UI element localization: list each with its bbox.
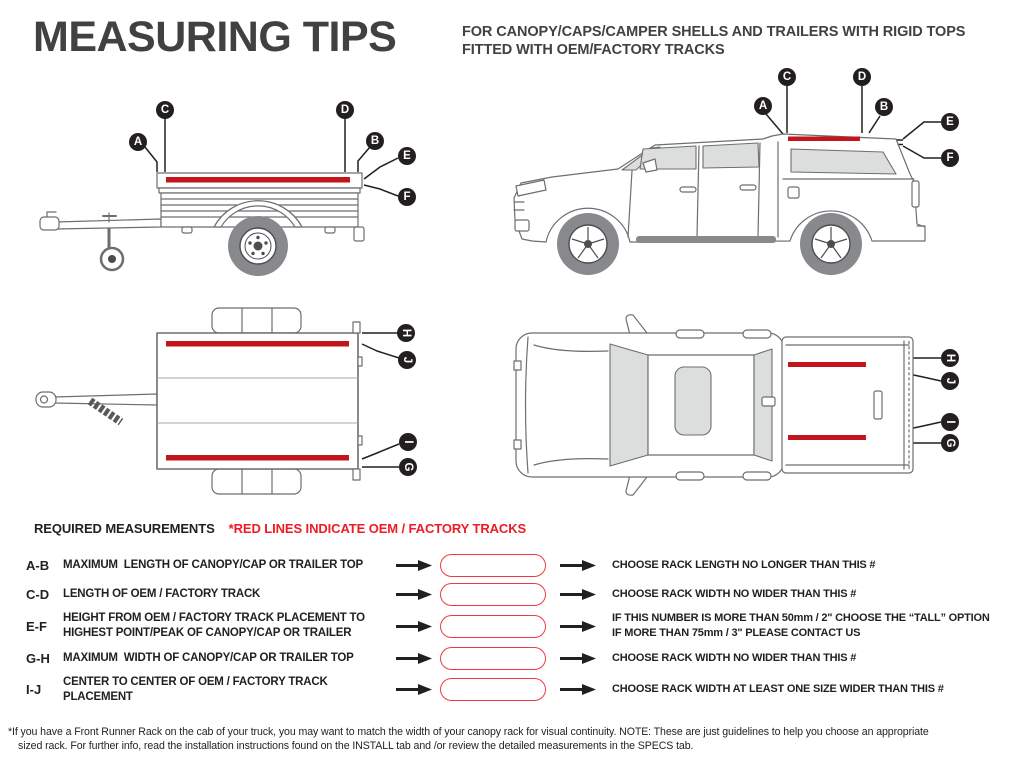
- measurement-range: C-D: [26, 587, 50, 602]
- truck-side-view: [500, 60, 1024, 290]
- footnote-line-1: *If you have a Front Runner Rack on the cab of your truck, you may want to match the width of your canopy rack for visual continuity. NOTE: These are just guidelines to help you choose an appropriate: [8, 726, 929, 738]
- measurement-row: [26, 611, 1021, 642]
- legend: [34, 521, 526, 536]
- oem-track-line: [166, 177, 350, 183]
- red-lines-note: *RED LINES INDICATE OEM / FACTORY TRACKS: [228, 521, 527, 536]
- callout-g: G: [941, 434, 959, 452]
- measurement-row: [26, 646, 1021, 671]
- measurement-value-field[interactable]: [440, 647, 546, 670]
- measurement-description: MAXIMUM LENGTH OF CANOPY/CAP OR TRAILER TOP: [63, 558, 364, 571]
- measurement-value-field[interactable]: [440, 678, 546, 701]
- measurement-row: [26, 675, 1021, 705]
- measurement-range: A-B: [26, 558, 50, 573]
- subtitle-line-1: FOR CANOPY/CAPS/CAMPER SHELLS AND TRAILERS WITH RIGID TOPS: [462, 24, 966, 40]
- arrow-right-icon: [396, 589, 432, 600]
- oem-track-line: [166, 341, 349, 347]
- oem-track-line: [788, 435, 866, 440]
- callout-c: C: [156, 101, 174, 119]
- arrow-right-icon: [560, 560, 596, 571]
- callout-a: A: [129, 133, 147, 151]
- measurement-value-field[interactable]: [440, 554, 546, 577]
- callout-i: I: [941, 413, 959, 431]
- callout-g: G: [399, 458, 417, 476]
- footnote-line-2: sized rack. For further info, read the installation instructions found on the INSTALL tab and /or review the detailed measurements in the SPECS tab.: [18, 739, 694, 752]
- callout-d: D: [853, 68, 871, 86]
- callout-e: E: [398, 147, 416, 165]
- measurement-range: G-H: [26, 650, 50, 666]
- oem-track-line: [166, 455, 349, 461]
- callout-d: D: [336, 101, 354, 119]
- truck-top-illustration: [500, 305, 1024, 505]
- measurement-value-field[interactable]: [440, 583, 546, 606]
- subtitle-line-2: FITTED WITH OEM/FACTORY TRACKS: [462, 41, 725, 58]
- page-title: MEASURING TIPS: [33, 13, 397, 61]
- measurement-description: HEIGHT FROM OEM / FACTORY TRACK PLACEMENT TO HIGHEST POINT/PEAK OF CANOPY/CAP OR TRAILER: [63, 612, 365, 640]
- trailer-top-view: [20, 305, 440, 505]
- truck-top-view: [500, 305, 1024, 505]
- oem-track-line: [788, 137, 860, 142]
- callout-c: C: [778, 68, 796, 86]
- measurement-row: [26, 553, 1021, 578]
- arrow-right-icon: [396, 560, 432, 571]
- arrow-right-icon: [396, 684, 432, 695]
- trailer-side-view: [20, 90, 440, 300]
- callout-h: H: [941, 349, 959, 367]
- measurement-guideline: IF THIS NUMBER IS MORE THAN 50mm / 2" CHOOSE THE “TALL” OPTION IF MORE THAN 75mm / 3" PLEASE CONTACT US: [612, 612, 990, 640]
- callout-h: H: [397, 324, 415, 342]
- callout-i: I: [399, 433, 417, 451]
- trailer-side-illustration: [20, 90, 440, 300]
- arrow-right-icon: [560, 653, 596, 664]
- measurement-range: E-F: [26, 618, 47, 634]
- callout-f: F: [398, 188, 416, 206]
- callout-a: A: [754, 97, 772, 115]
- measurement-range: I-J: [26, 682, 42, 698]
- arrow-right-icon: [396, 653, 432, 664]
- callout-leader-lines: [362, 333, 399, 467]
- measurement-guideline: CHOOSE RACK LENGTH NO LONGER THAN THIS #: [612, 558, 876, 571]
- footnote: [8, 726, 1020, 754]
- arrow-right-icon: [560, 684, 596, 695]
- oem-track-line: [788, 362, 866, 367]
- callout-f: F: [941, 149, 959, 167]
- arrow-right-icon: [560, 589, 596, 600]
- measurement-description: MAXIMUM WIDTH OF CANOPY/CAP OR TRAILER TOP: [63, 651, 354, 664]
- callout-b: B: [875, 98, 893, 116]
- measurement-value-field[interactable]: [440, 615, 546, 638]
- callout-b: B: [366, 132, 384, 150]
- measurement-guideline: CHOOSE RACK WIDTH NO WIDER THAN THIS #: [612, 587, 857, 600]
- measurement-description: CENTER TO CENTER OF OEM / FACTORY TRACK PLACEMENT: [63, 675, 331, 703]
- measurement-row: [26, 582, 1021, 607]
- callout-e: E: [941, 113, 959, 131]
- callout-j: J: [941, 372, 959, 390]
- trailer-top-illustration: [20, 305, 440, 505]
- arrow-right-icon: [560, 621, 596, 632]
- truck-side-illustration: [500, 60, 1024, 290]
- measurement-description: LENGTH OF OEM / FACTORY TRACK: [63, 587, 261, 600]
- measurement-guideline: CHOOSE RACK WIDTH AT LEAST ONE SIZE WIDER THAN THIS #: [612, 683, 944, 696]
- page-subtitle: [462, 24, 965, 59]
- measurement-guideline: CHOOSE RACK WIDTH NO WIDER THAN THIS #: [612, 651, 857, 664]
- measurements-table: [26, 553, 1021, 709]
- callout-j: J: [398, 351, 416, 369]
- arrow-right-icon: [396, 621, 432, 632]
- required-measurements-label: REQUIRED MEASUREMENTS: [34, 521, 215, 536]
